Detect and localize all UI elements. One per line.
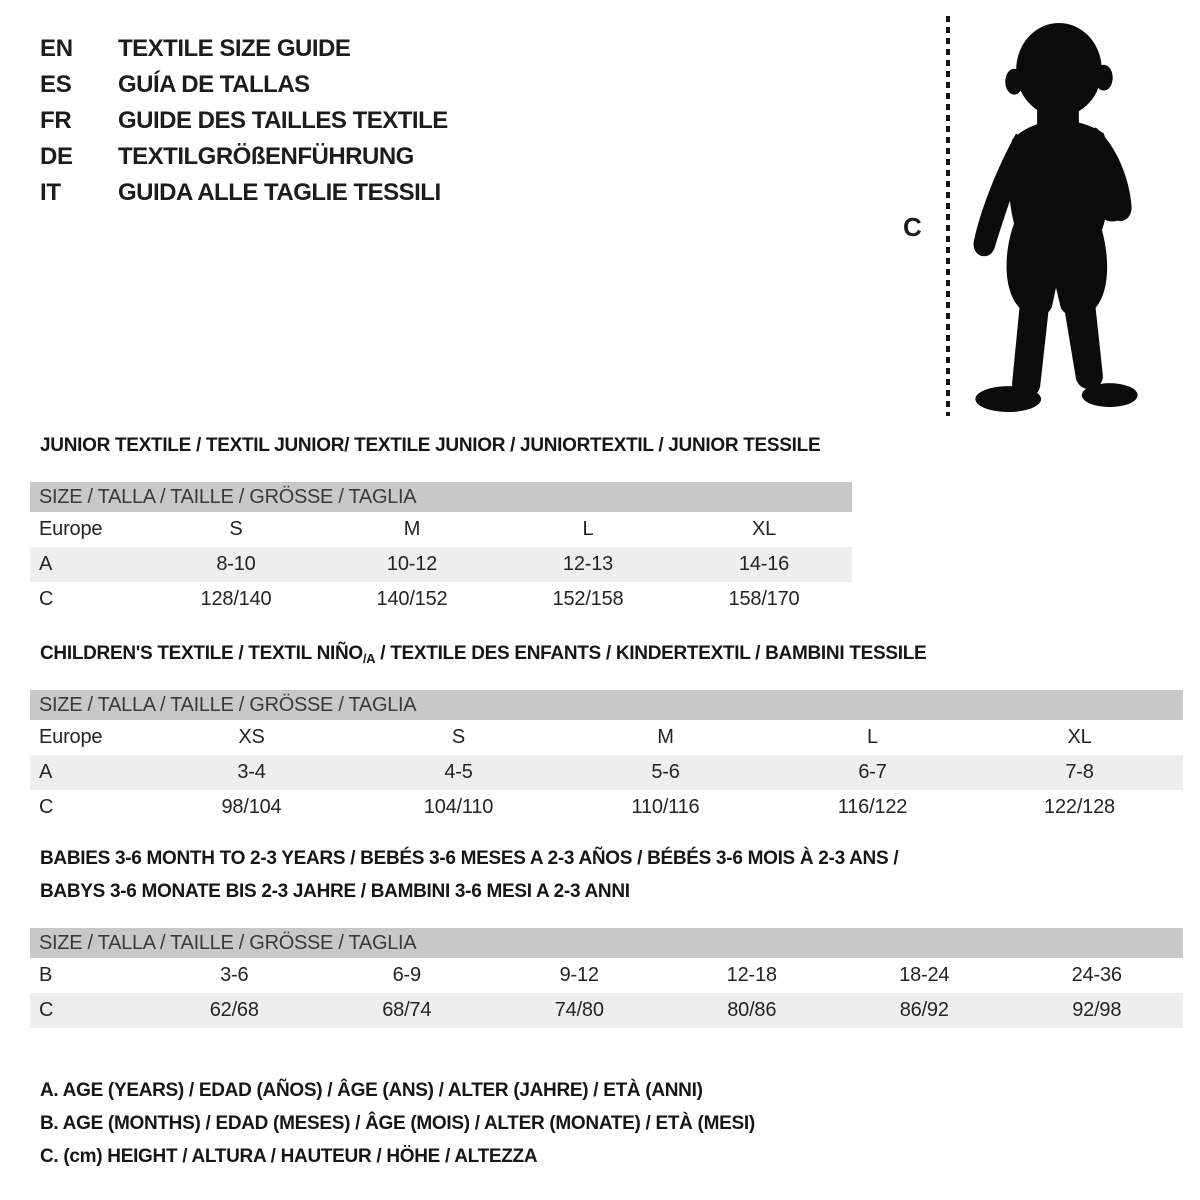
language-title: GUÍA DE TALLAS [118,71,310,98]
height-dashed-line [946,16,950,416]
table-row-height [30,790,1183,825]
children-title-subscript: /A [362,651,376,666]
age-months-value: 24-36 [1071,964,1122,986]
language-title: TEXTILE SIZE GUIDE [118,35,351,62]
row-label: B [39,964,53,986]
size-value: XS [238,726,265,748]
row-label: C [39,999,54,1021]
language-code: EN [40,35,73,62]
junior-section-title: JUNIOR TEXTILE / TEXTIL JUNIOR/ TEXTILE JUNIOR / JUNIORTEXTIL / JUNIOR TESSILE [40,435,821,456]
age-value: 5-6 [651,761,680,783]
size-value: XL [751,518,777,540]
size-header-band: SIZE / TALLA / TAILLE / GRÖSSE / TAGLIA [30,482,852,512]
age-months-value: 6-9 [392,964,421,986]
table-row-months [30,958,1183,993]
language-row-de [40,139,448,175]
language-code: IT [40,179,61,206]
children-size-table [30,690,1183,825]
language-title: GUIDE DES TAILLES TEXTILE [118,107,448,134]
language-row-it [40,175,448,211]
age-months-value: 12-18 [726,964,777,986]
babies-size-table [30,928,1183,1028]
age-value: 3-4 [237,761,266,783]
language-row-en [40,31,448,67]
age-months-value: 9-12 [559,964,599,986]
age-value: 8-10 [216,553,256,575]
age-value: 6-7 [858,761,887,783]
size-header-band: SIZE / TALLA / TAILLE / GRÖSSE / TAGLIA [30,928,1183,958]
age-value: 10-12 [386,553,438,575]
size-value: L [867,726,878,748]
height-value: 92/98 [1072,999,1122,1021]
language-code: ES [40,71,72,98]
height-value: 140/152 [376,588,448,610]
age-value: 4-5 [444,761,473,783]
age-value: 14-16 [738,553,790,575]
height-value: 68/74 [382,999,432,1021]
language-title: TEXTILGRÖßENFÜHRUNG [118,143,414,170]
children-title-pre: CHILDREN'S TEXTILE / TEXTIL NIÑO [40,643,363,664]
table-row-height [30,993,1183,1028]
row-label: C [39,796,54,818]
legend-line-height: C. (cm) HEIGHT / ALTURA / HAUTEUR / HÖHE / ALTEZZA [40,1146,538,1167]
height-value: 122/128 [1044,796,1115,818]
row-label: Europe [39,726,103,748]
legend-line-age-years: A. AGE (YEARS) / EDAD (AÑOS) / ÂGE (ANS) / ALTER (JAHRE) / ETÀ (ANNI) [40,1080,703,1101]
table-row-height [30,582,852,617]
age-value: 7-8 [1065,761,1094,783]
height-value: 98/104 [221,796,282,818]
height-value: 158/170 [728,588,800,610]
junior-size-table [30,482,852,617]
legend-line-age-months: B. AGE (MONTHS) / EDAD (MESES) / ÂGE (MOIS) / ALTER (MONATE) / ETÀ (MESI) [40,1113,755,1134]
size-value: L [582,518,594,540]
row-label: A [39,761,53,783]
height-value: 74/80 [554,999,604,1021]
row-label: A [39,553,53,575]
table-row-europe [30,720,1183,755]
row-label: Europe [39,518,103,540]
toddler-silhouette-icon [962,12,1146,420]
height-value: 62/68 [209,999,259,1021]
height-value: 128/140 [200,588,272,610]
size-value: M [657,726,674,748]
size-value: S [451,726,466,748]
language-code: FR [40,107,72,134]
row-label: C [39,588,54,610]
age-value: 12-13 [562,553,614,575]
height-value: 104/110 [423,796,494,818]
size-value: S [229,518,243,540]
children-section-title [40,643,926,666]
age-months-value: 3-6 [220,964,249,986]
language-code: DE [40,143,73,170]
height-measure-label: C [903,212,922,242]
age-months-value: 18-24 [899,964,950,986]
size-value: XL [1067,726,1092,748]
legend [40,1074,755,1173]
babies-title-line1: BABIES 3-6 MONTH TO 2-3 YEARS / BEBÉS 3-6 MESES A 2-3 AÑOS / BÉBÉS 3-6 MOIS À 2-3 ANS / [40,848,899,869]
babies-title-line2: BABYS 3-6 MONATE BIS 2-3 JAHRE / BAMBINI 3-6 MESI A 2-3 ANNI [40,881,630,902]
table-row-age [30,547,852,582]
language-title: GUIDA ALLE TAGLIE TESSILI [118,179,441,206]
language-title-list [40,31,448,211]
language-row-fr [40,103,448,139]
height-value: 116/122 [837,796,908,818]
height-value: 86/92 [899,999,949,1021]
children-title-post: / TEXTILE DES ENFANTS / KINDERTEXTIL / BAMBINI TESSILE [375,643,927,664]
height-value: 110/116 [631,796,700,818]
height-value: 80/86 [727,999,777,1021]
height-value: 152/158 [552,588,624,610]
babies-section-title [40,842,898,908]
size-header-band: SIZE / TALLA / TAILLE / GRÖSSE / TAGLIA [30,690,1183,720]
language-row-es [40,67,448,103]
size-value: M [403,518,421,540]
table-row-europe [30,512,852,547]
table-row-age [30,755,1183,790]
